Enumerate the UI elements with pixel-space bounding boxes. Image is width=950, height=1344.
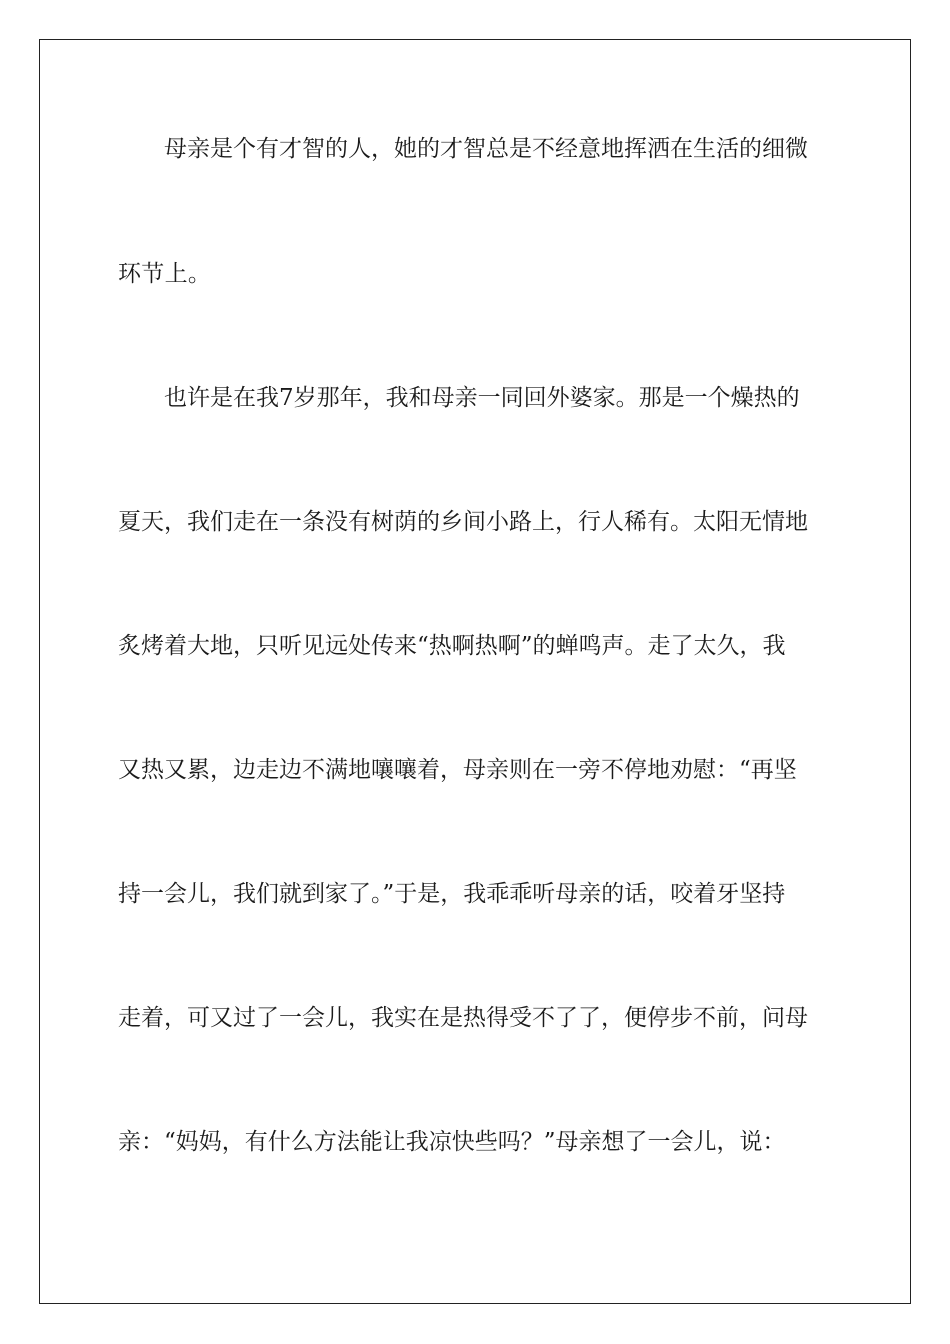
paragraph-2-line-1: 也许是在我7岁那年，我和母亲一同回外婆家。那是一个燥热的: [164, 385, 800, 411]
paragraph-1-line-1: 母亲是个有才智的人，她的才智总是不经意地挥洒在生活的细微: [164, 136, 808, 162]
paragraph-2-line-5: 持一会儿，我们就到家了。”于是，我乖乖听母亲的话，咬着牙坚持: [118, 881, 786, 907]
paragraph-1-line-2: 环节上。: [118, 261, 212, 287]
paragraph-2-line-6: 走着，可又过了一会儿，我实在是热得受不了了，便停步不前，问母: [118, 1005, 808, 1031]
page-border: [39, 39, 911, 1304]
paragraph-2-line-3: 炙烤着大地，只听见远处传来“热啊热啊”的蝉鸣声。走了太久，我: [118, 633, 786, 659]
paragraph-2-line-2: 夏天，我们走在一条没有树荫的乡间小路上，行人稀有。太阳无情地: [118, 509, 808, 535]
paragraph-2-line-7: 亲：“妈妈，有什么方法能让我凉快些吗？”母亲想了一会儿，说：: [118, 1129, 786, 1155]
paragraph-2-line-4: 又热又累，边走边不满地嚷嚷着，母亲则在一旁不停地劝慰：“再坚: [118, 757, 797, 783]
